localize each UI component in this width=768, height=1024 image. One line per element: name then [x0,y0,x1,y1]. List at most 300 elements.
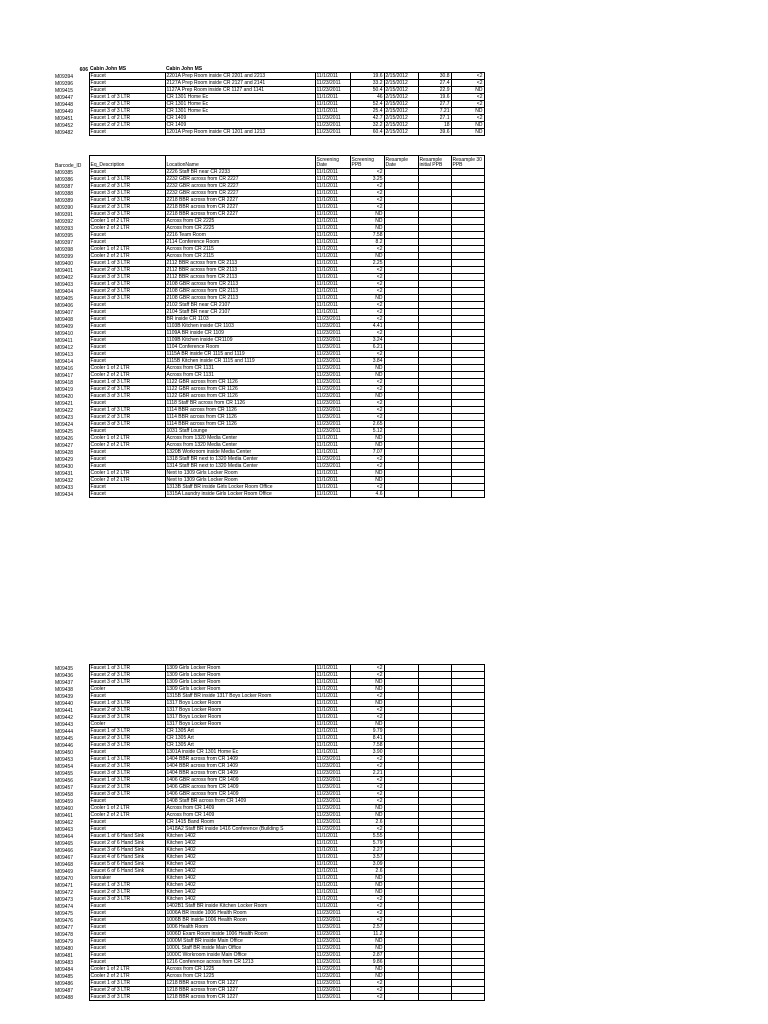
description-cell: Faucet [89,693,165,700]
screening-ppb-cell: <2 [350,714,384,721]
resample-initial-ppb-cell [418,840,451,847]
location-cell: Next to 1309 Girls Locker Room [165,470,315,477]
barcode-cell: M09426 [55,435,74,442]
resample-30-ppb-cell [451,889,484,896]
table-row [54,190,484,197]
screening-date-cell: 11/1/2011 [315,302,350,309]
location-cell: 1127A Prep Room inside CR 1127 and 1141 [165,87,315,94]
location-cell: 2114 Conference Room [165,239,315,246]
screening-ppb-cell: <2 [350,484,384,491]
screening-ppb-cell: 6.21 [350,344,384,351]
resample-30-ppb-cell [451,225,484,232]
resample-30-ppb-cell [451,309,484,316]
column-header: Barcode_ID [55,162,82,169]
location-cell: 1315B Staff BR inside 1317 Boys Locker Room [165,693,315,700]
barcode-cell: M09448 [55,101,74,108]
description-cell: Faucet 2 of 3 LTR [89,987,165,994]
resample-30-ppb-cell [451,232,484,239]
resample-30-ppb-cell [451,274,484,281]
resample-initial-ppb-cell [418,994,451,1001]
table-row [54,924,484,931]
barcode-cell: M09450 [55,749,74,756]
resample-30-ppb-cell [451,316,484,323]
description-cell: Faucet [89,749,165,756]
table-row [54,714,484,721]
resample-initial-ppb-cell [418,372,451,379]
initial-results-table-block [54,66,484,136]
description-cell: Faucet 3 of 3 LTR [89,770,165,777]
screening-ppb-cell: 50.4 [350,87,384,94]
location-cell: Kitchen 1402 [165,840,315,847]
resample-30-ppb-cell [451,169,484,176]
description-cell: Cooler 1 of 2 LTR [89,805,165,812]
resample-date-cell [384,379,418,386]
resample-30-ppb-cell [451,211,484,218]
location-cell: 1404 BBR across from CR 1409 [165,756,315,763]
screening-ppb-cell: <2 [350,994,384,1001]
barcode-cell: M09487 [55,987,74,994]
barcode-cell: M09460 [55,805,74,812]
description-cell: Faucet 3 of 3 LTR [89,393,165,400]
location-cell: Kitchen 1402 [165,833,315,840]
table-row [54,791,484,798]
resample-date-cell [384,414,418,421]
table-row [54,463,484,470]
screening-ppb-cell: ND [350,218,384,225]
table-row [54,239,484,246]
location-cell: Across from 1320 Media Center [165,442,315,449]
resample-date-cell [384,295,418,302]
table-row [54,94,484,101]
screening-date-cell: 11/23/2011 [315,952,350,959]
resample-date-cell [384,700,418,707]
location-cell: 1309 Girls Locker Room [165,665,315,672]
resample-30-ppb-cell [451,665,484,672]
screening-ppb-cell: <2 [350,267,384,274]
resample-date-cell [384,225,418,232]
resample-date-cell [384,309,418,316]
location-cell: 1314 Staff BR next to 1320 Media Center [165,463,315,470]
description-cell: Faucet [89,232,165,239]
table-row [54,337,484,344]
location-cell: 2232 GBR across from CR 2227 [165,190,315,197]
resample-date-cell [384,686,418,693]
resample-30-ppb-cell [451,239,484,246]
description-cell: Faucet [89,344,165,351]
screening-date-cell: 11/1/2011 [315,108,350,115]
screening-ppb-cell: <2 [350,826,384,833]
description-cell: Faucet 2 of 2 LTR [89,122,165,129]
resample-date-cell [384,365,418,372]
barcode-cell: M09402 [55,274,74,281]
barcode-cell: M09475 [55,910,74,917]
description-cell: Faucet 1 of 6 Hand Sink [89,833,165,840]
location-cell: 1201A Prep Room inside CR 1201 and 1213 [165,129,315,136]
screening-ppb-cell: <2 [350,274,384,281]
resample-date-cell [384,882,418,889]
resample-30-ppb-cell: ND [451,108,484,115]
table-row [54,344,484,351]
resample-date-cell [384,973,418,980]
table-row [54,442,484,449]
screening-ppb-cell: 52.4 [350,101,384,108]
barcode-cell: M09485 [55,973,74,980]
table-row [54,449,484,456]
resample-initial-ppb-cell [418,763,451,770]
table-row [54,225,484,232]
resample-date-cell [384,756,418,763]
resample-initial-ppb-cell [418,344,451,351]
screening-ppb-cell: <2 [350,316,384,323]
table-row [54,784,484,791]
resample-30-ppb-cell [451,763,484,770]
description-cell: Faucet [89,73,165,80]
table-row [54,847,484,854]
table-row [54,316,484,323]
column-header: Screening Date [315,156,350,169]
resample-date-cell [384,763,418,770]
screening-date-cell: 11/23/2011 [315,994,350,1001]
resample-30-ppb-cell [451,826,484,833]
barcode-cell: M09395 [55,232,74,239]
screening-ppb-cell: ND [350,875,384,882]
column-header-row [54,156,484,169]
location-cell: 1317 Boys Locker Room [165,707,315,714]
table-row [54,798,484,805]
resample-initial-ppb-cell [418,770,451,777]
resample-initial-ppb-cell [418,302,451,309]
resample-30-ppb-cell [451,931,484,938]
description-cell: Faucet [89,129,165,136]
screening-ppb-cell: <2 [350,288,384,295]
barcode-cell: M09486 [55,980,74,987]
screening-date-cell: 11/23/2011 [315,924,350,931]
barcode-cell: M09452 [55,122,74,129]
resample-30-ppb-cell [451,393,484,400]
screening-ppb-cell: <2 [350,169,384,176]
resample-initial-ppb-cell [418,393,451,400]
resample-initial-ppb-cell [418,917,451,924]
resample-30-ppb-cell [451,742,484,749]
resample-initial-ppb-cell [418,973,451,980]
resample-30-ppb-cell [451,924,484,931]
screening-ppb-cell: ND [350,372,384,379]
screening-date-cell: 11/23/2011 [315,365,350,372]
resample-date-cell [384,302,418,309]
column-header: Resample initial PPB [418,156,451,169]
description-cell: Faucet 3 of 3 LTR [89,295,165,302]
resample-date-cell [384,980,418,987]
resample-30-ppb-cell: ND [451,129,484,136]
resample-date-cell [384,924,418,931]
description-cell: Faucet [89,959,165,966]
screening-date-cell: 11/1/2011 [315,833,350,840]
resample-date-cell [384,679,418,686]
resample-date-cell [384,707,418,714]
resample-initial-ppb-cell [418,414,451,421]
resample-30-ppb-cell [451,833,484,840]
screening-date-cell: 11/1/2011 [315,281,350,288]
table-row [54,861,484,868]
screening-ppb-cell: <2 [350,896,384,903]
screening-date-cell: 11/23/2011 [315,770,350,777]
location-cell: 1404 BBR across from CR 1409 [165,770,315,777]
resample-30-ppb-cell [451,903,484,910]
screening-date-cell: 11/23/2011 [315,784,350,791]
table-row [54,742,484,749]
resample-date-cell [384,868,418,875]
screening-ppb-cell: 9.79 [350,728,384,735]
resample-30-ppb-cell [451,281,484,288]
screening-date-cell: 11/23/2011 [315,456,350,463]
resample-30-ppb-cell [451,253,484,260]
screening-ppb-cell: 32.2 [350,122,384,129]
resample-30-ppb-cell [451,267,484,274]
description-cell: Faucet 2 of 3 LTR [89,267,165,274]
description-cell: Faucet 3 of 3 LTR [89,679,165,686]
table-row [54,477,484,484]
table-row [54,365,484,372]
barcode-cell: M09412 [55,344,74,351]
description-cell: Faucet [89,330,165,337]
table-row [54,115,484,122]
screening-ppb-cell: 3.84 [350,358,384,365]
resample-date-cell [384,742,418,749]
resample-date-cell [384,344,418,351]
resample-30-ppb-cell [451,875,484,882]
resample-date-cell [384,463,418,470]
screening-date-cell: 11/1/2011 [315,183,350,190]
resample-30-ppb-cell [451,337,484,344]
table-row [54,770,484,777]
screening-ppb-cell: <2 [350,917,384,924]
table-row [54,693,484,700]
screening-date-cell: 11/23/2011 [315,400,350,407]
description-cell: Faucet [89,80,165,87]
table-row [54,211,484,218]
resample-initial-ppb-cell [418,826,451,833]
screening-date-cell: 11/1/2011 [315,218,350,225]
location-cell: 2232 GBR across from CR 2227 [165,176,315,183]
resample-initial-ppb-cell [418,882,451,889]
resample-date-cell [384,477,418,484]
location-cell: Across from CR 2225 [165,218,315,225]
resample-30-ppb-cell [451,176,484,183]
resample-30-ppb-cell [451,672,484,679]
description-cell: Faucet 1 of 3 LTR [89,700,165,707]
resample-initial-ppb-cell [418,267,451,274]
barcode-cell: M09386 [55,176,74,183]
location-cell: 1104 Conference Room [165,344,315,351]
resample-date-cell: 2/15/2012 [384,73,418,80]
location-cell: 2201A Prep Room inside CR 2201 and 2213 [165,73,315,80]
location-cell: 1114 BBR across from CR 1126 [165,414,315,421]
screening-date-cell: 11/23/2011 [315,323,350,330]
description-cell: Faucet 3 of 3 LTR [89,994,165,1001]
description-cell: Faucet 2 of 3 LTR [89,735,165,742]
screening-ppb-cell: <2 [350,987,384,994]
resample-30-ppb-cell [451,721,484,728]
location-cell: 2108 GBR across from CR 2113 [165,295,315,302]
barcode-cell: M09445 [55,735,74,742]
screening-date-cell: 11/1/2011 [315,721,350,728]
screening-date-cell: 11/1/2011 [315,861,350,868]
location-cell: 2218 BBR across from CR 2227 [165,197,315,204]
barcode-cell: M09458 [55,791,74,798]
location-cell: 2112 BBR across from CR 2113 [165,267,315,274]
location-cell: 2112 BBR across from CR 2113 [165,274,315,281]
location-cell: 1118 Staff BR across from CR 1126 [165,400,315,407]
resample-initial-ppb-cell [418,246,451,253]
table-row [54,386,484,393]
resample-initial-ppb-cell [418,777,451,784]
screening-ppb-cell: 5.12 [350,428,384,435]
description-cell: Faucet 2 of 3 LTR [89,288,165,295]
screening-date-cell: 11/23/2011 [315,959,350,966]
resample-30-ppb-cell [451,372,484,379]
location-cell: 1122 GBR across from CR 1126 [165,379,315,386]
resample-initial-ppb-cell [418,407,451,414]
resample-initial-ppb-cell [418,456,451,463]
description-cell: Faucet 2 of 3 LTR [89,784,165,791]
description-cell: Faucet [89,903,165,910]
resample-initial-ppb-cell: 27.1 [418,115,451,122]
screening-date-cell: 11/1/2011 [315,246,350,253]
barcode-cell: M09425 [55,428,74,435]
screening-ppb-cell: ND [350,470,384,477]
resample-30-ppb-cell [451,428,484,435]
screening-ppb-cell: <2 [350,190,384,197]
resample-date-cell [384,211,418,218]
table-row [54,379,484,386]
screening-ppb-cell: 3.25 [350,176,384,183]
resample-date-cell [384,987,418,994]
description-cell: Cooler 1 of 2 LTR [89,470,165,477]
screening-ppb-cell: ND [350,365,384,372]
description-cell: Faucet 5 of 6 Hand Sink [89,861,165,868]
location-cell: 1103B Kitchen inside CR 1103 [165,323,315,330]
location-cell: 1114 BBR across from CR 1126 [165,421,315,428]
screening-date-cell: 11/1/2011 [315,295,350,302]
barcode-cell: M09473 [55,896,74,903]
resample-initial-ppb-cell [418,477,451,484]
screening-date-cell: 11/1/2011 [315,267,350,274]
screening-ppb-cell: ND [350,442,384,449]
description-cell: Faucet [89,400,165,407]
resample-initial-ppb-cell: 19.6 [418,94,451,101]
screening-ppb-cell: 3.90 [350,749,384,756]
description-cell: Faucet 2 of 3 LTR [89,101,165,108]
resample-initial-ppb-cell [418,875,451,882]
resample-date-cell: 2/15/2012 [384,87,418,94]
screening-ppb-cell: 2.87 [350,952,384,959]
description-cell: Faucet [89,309,165,316]
screening-date-cell: 11/1/2011 [315,239,350,246]
table-row [54,253,484,260]
resample-initial-ppb-cell [418,679,451,686]
screening-ppb-cell: <2 [350,463,384,470]
screening-ppb-cell: <2 [350,351,384,358]
description-cell: Faucet 1 of 3 LTR [89,176,165,183]
screening-date-cell: 11/23/2011 [315,330,350,337]
resample-date-cell [384,232,418,239]
description-cell: Cooler 2 of 2 LTR [89,442,165,449]
resample-initial-ppb-cell [418,337,451,344]
description-cell: Cooler 2 of 2 LTR [89,477,165,484]
barcode-cell: M09481 [55,952,74,959]
table-row [54,295,484,302]
resample-initial-ppb-cell [418,931,451,938]
resample-date-cell [384,931,418,938]
screening-date-cell: 11/1/2011 [315,94,350,101]
resample-30-ppb-cell [451,868,484,875]
location-cell: 1402B1 Staff BR inside Kitchen Locker Room [165,903,315,910]
description-cell: Cooler [89,686,165,693]
barcode-cell: M09431 [55,470,74,477]
resample-date-cell: 2/15/2012 [384,94,418,101]
resample-30-ppb-cell [451,693,484,700]
screening-date-cell: 11/23/2011 [315,910,350,917]
resample-30-ppb-cell [451,204,484,211]
screening-ppb-cell: 9.86 [350,959,384,966]
description-cell: Faucet [89,87,165,94]
resample-initial-ppb-cell [418,260,451,267]
screening-date-cell: 11/1/2011 [315,868,350,875]
sampling-table-block [54,155,484,498]
resample-initial-ppb-cell [418,428,451,435]
table-row [54,73,484,80]
screening-ppb-cell: 4.41 [350,323,384,330]
resample-date-cell [384,847,418,854]
location-cell: 2226 Staff BR near CR 2233 [165,169,315,176]
resample-30-ppb-cell [451,435,484,442]
screening-date-cell: 11/1/2011 [315,728,350,735]
location-cell: 1318 Staff BR next to 1320 Media Center [165,456,315,463]
screening-ppb-cell: 33.2 [350,80,384,87]
location-cell: CR 1301 Home Ec [165,94,315,101]
table-row [54,756,484,763]
location-cell: 1006 Health Room [165,924,315,931]
screening-ppb-cell: ND [350,686,384,693]
resample-date-cell: 2/15/2012 [384,122,418,129]
barcode-cell: M09391 [55,211,74,218]
barcode-cell: M09385 [55,169,74,176]
resample-initial-ppb-cell: 30.8 [418,73,451,80]
school-number: 606 [79,66,88,73]
barcode-cell: M09454 [55,763,74,770]
resample-initial-ppb-cell [418,805,451,812]
table-row [54,700,484,707]
resample-30-ppb-cell [451,323,484,330]
barcode-cell: M09442 [55,714,74,721]
resample-date-cell: 2/15/2012 [384,101,418,108]
column-header: LocationName [165,156,315,169]
table-row [54,910,484,917]
initial-results-table [54,66,485,136]
table-row [54,393,484,400]
screening-ppb-cell: ND [350,938,384,945]
resample-30-ppb-cell: <2 [451,94,484,101]
screening-date-cell: 11/1/2011 [315,253,350,260]
resample-30-ppb-cell [451,183,484,190]
column-header: Resample 30 PPB [451,156,484,169]
location-cell: 1317 Boys Locker Room [165,721,315,728]
description-cell: Cooler 1 of 2 LTR [89,218,165,225]
barcode-cell: M09436 [55,672,74,679]
table-row [54,875,484,882]
barcode-cell: M09410 [55,330,74,337]
screening-ppb-cell: ND [350,225,384,232]
